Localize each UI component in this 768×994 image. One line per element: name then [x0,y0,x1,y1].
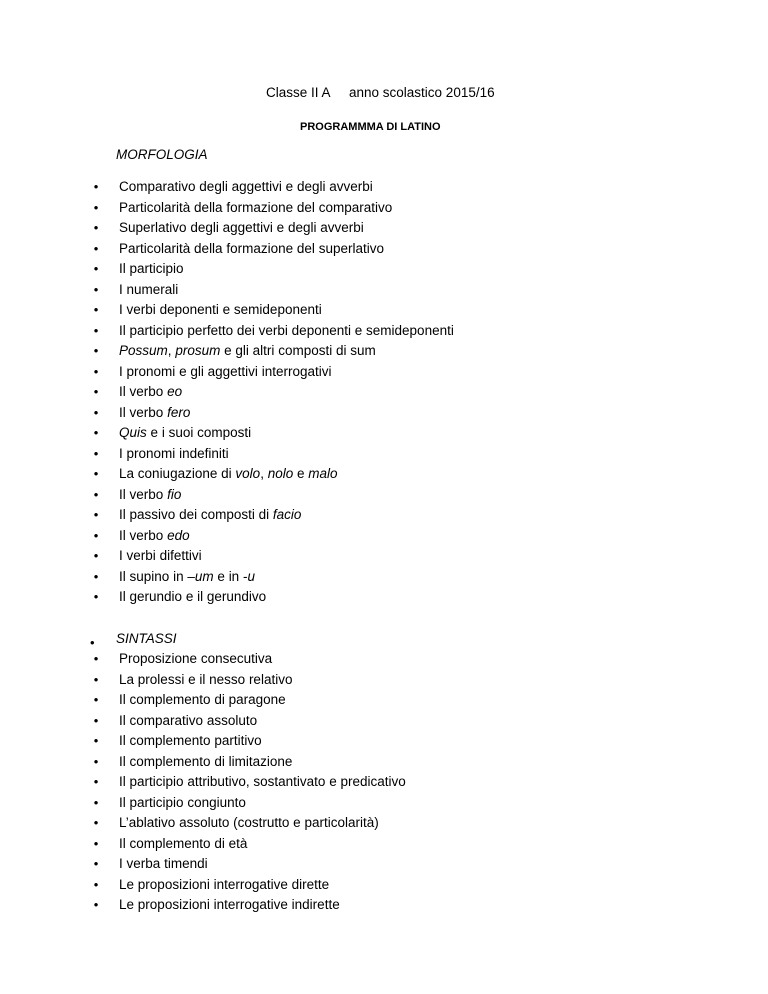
list-item-text: I pronomi indefiniti [119,445,229,461]
bullet-icon: • [93,384,99,399]
list-item [0,342,768,363]
bullet-icon: • [93,548,99,563]
sintassi-bullet: • [90,635,95,650]
list-item-text: L’ablativo assoluto (costrutto e particolarità) [119,815,379,830]
bullet-icon: • [93,527,99,543]
list-item [0,322,768,343]
list-item-text: I verba timendi [119,856,208,871]
list-item [0,383,768,404]
list-item-text: Il gerundio e il gerundivo [119,589,267,604]
list-item [0,199,768,220]
bullet-icon: • [93,753,99,769]
list-item-text: Particolarità della formazione del comparativo [119,199,393,215]
bullet-icon: • [93,240,99,256]
bullet-icon: • [93,363,99,379]
list-item-text: Il participio perfetto dei verbi deponenti e semideponenti [119,322,454,338]
bullet-icon: • [93,835,99,851]
list-item-text: Il participio congiunto [119,794,246,810]
bullet-icon: • [93,733,99,748]
list-item-text: Il verbo eo [119,384,183,399]
bullet-icon: • [93,876,99,892]
list-item [0,568,768,589]
list-item [0,506,768,527]
list-item [0,465,768,486]
bullet-icon: • [93,199,99,215]
list-item-text: Il verbo edo [119,527,190,543]
list-item-text: Il supino in –um e in -u [119,568,255,584]
bullet-icon: • [93,281,99,297]
bullet-icon: • [93,425,99,440]
list-item-text: Il complemento di paragone [119,692,286,707]
list-item [0,650,768,671]
bullet-icon: • [93,507,99,522]
list-item-text: Quis e i suoi composti [119,425,252,440]
bullet-icon: • [93,712,99,728]
list-item [0,712,768,733]
list-item [0,363,768,384]
class-label: Classe II A [266,85,331,100]
list-item-text: Il comparativo assoluto [119,712,258,728]
list-item [0,547,768,568]
list-item [0,835,768,856]
school-year-label: anno scolastico 2015/16 [349,85,495,100]
list-item-text: I verbi deponenti e semideponenti [119,302,322,317]
list-item-text: I pronomi e gli aggettivi interrogativi [119,363,332,379]
list-item [0,527,768,548]
list-item [0,794,768,815]
bullet-icon: • [93,343,99,358]
list-item-text: Il complemento partitivo [119,733,262,748]
list-item-text: Il verbo fero [119,404,191,420]
list-item-text: Possum, prosum e gli altri composti di sum [119,343,376,358]
list-item-text: Particolarità della formazione del superlativo [119,240,384,256]
bullet-icon: • [93,651,99,666]
list-item-text: Il complemento di età [119,835,248,851]
list-item [0,486,768,507]
bullet-icon: • [93,794,99,810]
list-item [0,855,768,876]
list-item-text: Proposizione consecutiva [119,651,273,666]
list-item [0,219,768,240]
list-item [0,753,768,774]
list-item [0,773,768,794]
list-item [0,404,768,425]
bullet-icon: • [93,466,99,481]
list-item-text: Comparativo degli aggettivi e degli avverbi [119,179,373,194]
bullet-icon: • [93,692,99,707]
list-item-text: I numerali [119,281,179,297]
list-item [0,178,768,199]
bullet-icon: • [93,445,99,461]
bullet-icon: • [93,589,99,604]
bullet-icon: • [93,220,99,235]
list-item [0,876,768,897]
list-item [0,732,768,753]
sintassi-heading: SINTASSI [116,631,177,646]
title-text: PROGRAMMMA DI LATINO [300,121,441,133]
list-item-text: Le proposizioni interrogative indirette [119,897,340,912]
list-item-text: Il verbo fio [119,486,182,502]
list-item-text: Il participio [119,261,184,276]
list-item-text: Superlativo degli aggettivi e degli avverbi [119,220,364,235]
list-item [0,260,768,281]
list-item-text: Il passivo dei composti di facio [119,507,302,522]
list-item [0,691,768,712]
bullet-icon: • [93,486,99,502]
list-item-text: Il participio attributivo, sostantivato e predicativo [119,774,406,789]
bullet-icon: • [93,568,99,584]
bullet-icon: • [93,897,99,912]
morfologia-list [0,178,768,609]
sintassi-list [0,650,768,917]
list-item [0,588,768,609]
list-item [0,896,768,917]
list-item [0,671,768,692]
bullet-icon: • [93,322,99,338]
list-item-text: La coniugazione di volo, nolo e malo [119,466,338,481]
list-item [0,240,768,261]
list-item-text: La prolessi e il nesso relativo [119,671,293,687]
list-item-text: I verbi difettivi [119,548,202,563]
list-item-text: Le proposizioni interrogative dirette [119,876,330,892]
list-item-text: Il complemento di limitazione [119,753,293,769]
list-item [0,301,768,322]
list-item [0,424,768,445]
bullet-icon: • [93,302,99,317]
bullet-icon: • [93,179,99,194]
morfologia-heading: MORFOLOGIA [116,147,208,162]
bullet-icon: • [93,404,99,420]
bullet-icon: • [93,815,99,830]
bullet-icon: • [93,774,99,789]
list-item [0,445,768,466]
bullet-icon: • [93,261,99,276]
bullet-icon: • [93,671,99,687]
bullet-icon: • [93,856,99,871]
list-item [0,814,768,835]
list-item [0,281,768,302]
